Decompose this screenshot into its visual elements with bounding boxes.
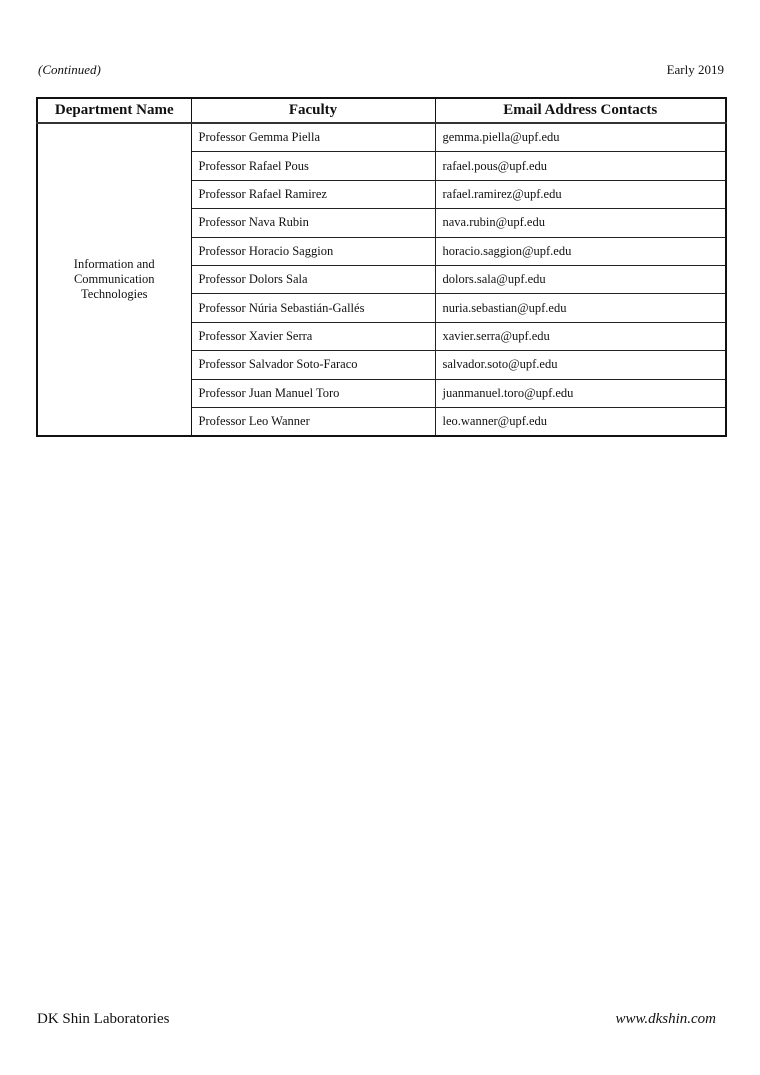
column-header-department: Department Name: [37, 98, 191, 123]
faculty-cell: Professor Horacio Saggion: [191, 237, 435, 265]
faculty-cell: Professor Rafael Ramirez: [191, 180, 435, 208]
footer-website-link[interactable]: www.dkshin.com: [615, 1011, 716, 1027]
email-cell[interactable]: rafael.ramirez@upf.edu: [435, 180, 726, 208]
faculty-cell: Professor Juan Manuel Toro: [191, 379, 435, 407]
email-cell[interactable]: salvador.soto@upf.edu: [435, 351, 726, 379]
email-cell[interactable]: juanmanuel.toro@upf.edu: [435, 379, 726, 407]
faculty-cell: Professor Rafael Pous: [191, 152, 435, 180]
department-name-cell: Information and Communication Technologies: [37, 123, 191, 436]
faculty-cell: Professor Gemma Piella: [191, 123, 435, 152]
column-header-faculty: Faculty: [191, 98, 435, 123]
table-body: [37, 123, 726, 436]
column-header-email: Email Address Contacts: [435, 98, 726, 123]
faculty-cell: Professor Salvador Soto-Faraco: [191, 351, 435, 379]
table-header-row: [37, 98, 726, 123]
footer-organization: DK Shin Laboratories: [37, 1011, 170, 1027]
faculty-cell: Professor Dolors Sala: [191, 265, 435, 293]
faculty-cell: Professor Núria Sebastián-Gallés: [191, 294, 435, 322]
email-cell[interactable]: dolors.sala@upf.edu: [435, 265, 726, 293]
email-cell[interactable]: leo.wanner@upf.edu: [435, 407, 726, 436]
email-cell[interactable]: gemma.piella@upf.edu: [435, 123, 726, 152]
table-row: [37, 123, 726, 152]
email-cell[interactable]: nuria.sebastian@upf.edu: [435, 294, 726, 322]
email-cell[interactable]: horacio.saggion@upf.edu: [435, 237, 726, 265]
faculty-contacts-table: [36, 97, 727, 437]
faculty-cell: Professor Leo Wanner: [191, 407, 435, 436]
continued-label: (Continued): [38, 62, 101, 77]
email-cell[interactable]: xavier.serra@upf.edu: [435, 322, 726, 350]
faculty-cell: Professor Xavier Serra: [191, 322, 435, 350]
email-cell[interactable]: nava.rubin@upf.edu: [435, 209, 726, 237]
faculty-cell: Professor Nava Rubin: [191, 209, 435, 237]
date-label: Early 2019: [666, 62, 724, 77]
email-cell[interactable]: rafael.pous@upf.edu: [435, 152, 726, 180]
